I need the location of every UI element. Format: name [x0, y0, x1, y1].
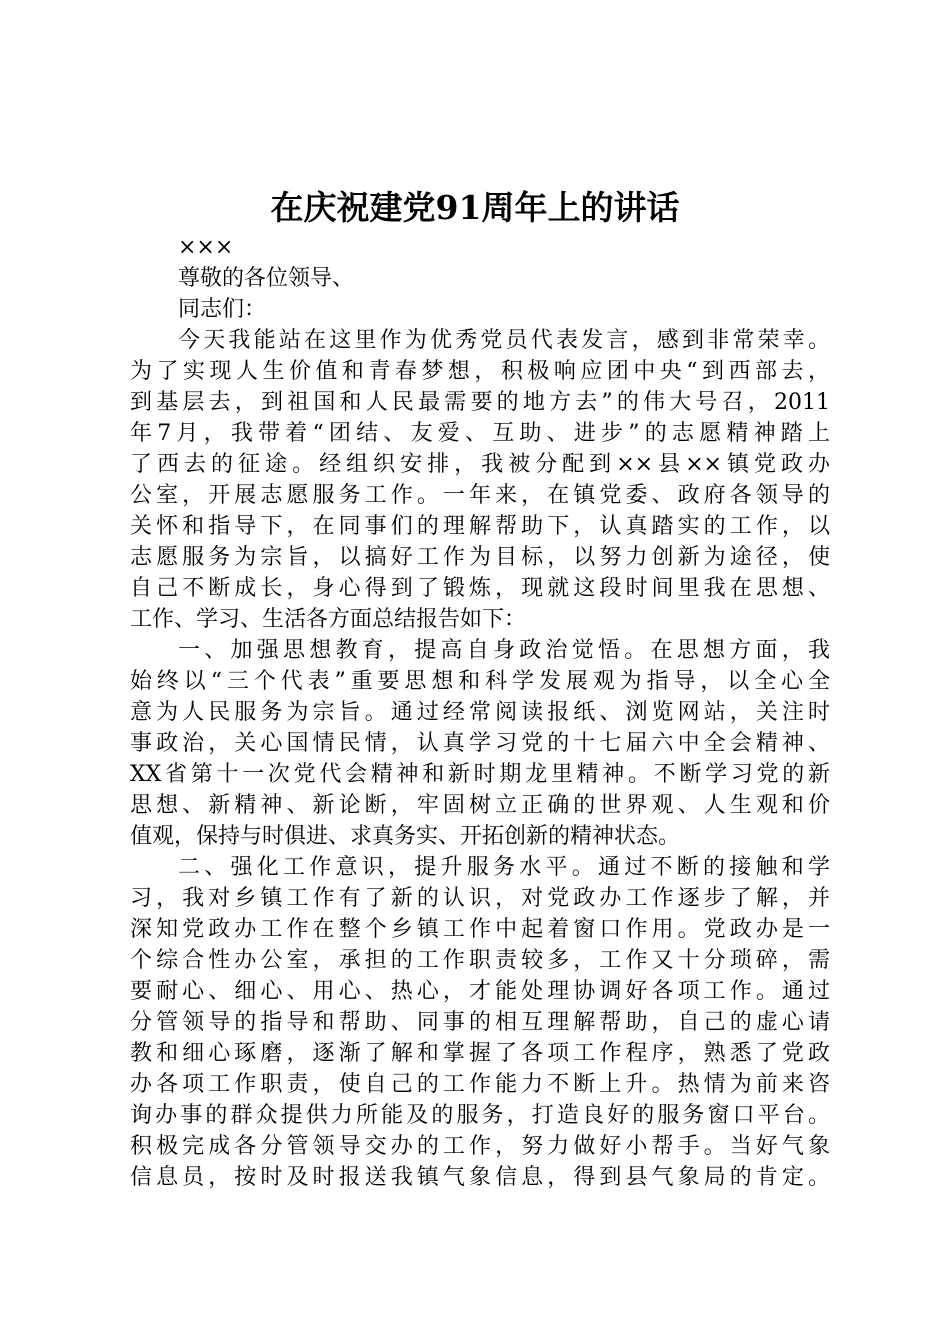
- body-line: 今天我能站在这里作为优秀党员代表发言，感到非常荣幸。: [178, 328, 830, 353]
- body-line: 分管领导的指导和帮助、同事的相互理解帮助，自己的虚心请: [130, 1010, 830, 1035]
- body-line: 年7月，我带着“团结、友爱、互助、进步”的志愿精神踏上: [130, 421, 830, 446]
- body-line: 关怀和指导下，在同事们的理解帮助下，认真踏实的工作，以: [130, 514, 830, 539]
- body-line: 二、强化工作意识，提升服务水平。通过不断的接触和学: [178, 855, 830, 880]
- body-line: 意为人民服务为宗旨。通过经常阅读报纸、浏览网站，关注时: [130, 700, 830, 725]
- body-line: 信息员，按时及时报送我镇气象信息，得到县气象局的肯定。: [130, 1165, 830, 1190]
- body-line: 公室，开展志愿服务工作。一年来，在镇党委、政府各领导的: [130, 483, 830, 508]
- body-line: 志愿服务为宗旨，以搞好工作为目标，以努力创新为途径，使: [130, 545, 830, 570]
- body-line: 值观，保持与时俱进、求真务实、开拓创新的精神状态。: [130, 824, 681, 849]
- body-line: 一、加强思想教育，提高自身政治觉悟。在思想方面，我: [178, 638, 830, 663]
- body-line: 尊敬的各位领导、: [178, 266, 355, 291]
- body-line: 深知党政办工作在整个乡镇工作中起着窗口作用。党政办是一: [130, 917, 830, 942]
- body-line: 事政治，关心国情民情，认真学习党的十七届六中全会精神、: [130, 731, 830, 756]
- document-body: [130, 232, 830, 1193]
- body-line: 始终以“三个代表”重要思想和科学发展观为指导，以全心全: [130, 669, 830, 694]
- body-line: 个综合性办公室，承担的工作职责较多，工作又十分琐碎，需: [130, 948, 830, 973]
- body-line: 要耐心、细心、用心、热心，才能处理协调好各项工作。通过: [130, 979, 830, 1004]
- body-line: 习，我对乡镇工作有了新的认识，对党政办工作逐步了解，并: [130, 886, 830, 911]
- body-line: 办各项工作职责，使自己的工作能力不断上升。热情为前来咨: [130, 1072, 830, 1097]
- body-line: 自己不断成长，身心得到了锻炼，现就这段时间里我在思想、: [130, 576, 830, 601]
- body-line: 为了实现人生价值和青春梦想，积极响应团中央“到西部去，: [130, 359, 830, 384]
- body-line: 教和细心琢磨，逐渐了解和掌握了各项工作程序，熟悉了党政: [130, 1041, 830, 1066]
- body-line: 了西去的征途。经组织安排，我被分配到××县××镇党政办: [130, 452, 830, 477]
- body-line: ×××: [178, 235, 234, 260]
- body-line: 同志们：: [178, 297, 267, 322]
- body-line: 询办事的群众提供力所能及的服务，打造良好的服务窗口平台。: [130, 1103, 830, 1128]
- body-line: 积极完成各分管领导交办的工作，努力做好小帮手。当好气象: [130, 1134, 830, 1159]
- document-title: 在庆祝建党91周年上的讲话: [270, 188, 680, 227]
- body-line: 工作、学习、生活各方面总结报告如下：: [130, 607, 527, 632]
- body-line: XX省第十一次党代会精神和新时期龙里精神。不断学习党的新: [130, 762, 830, 787]
- body-line: 到基层去，到祖国和人民最需要的地方去”的伟大号召，2011: [130, 390, 830, 415]
- body-line: 思想、新精神、新论断，牢固树立正确的世界观、人生观和价: [130, 793, 830, 818]
